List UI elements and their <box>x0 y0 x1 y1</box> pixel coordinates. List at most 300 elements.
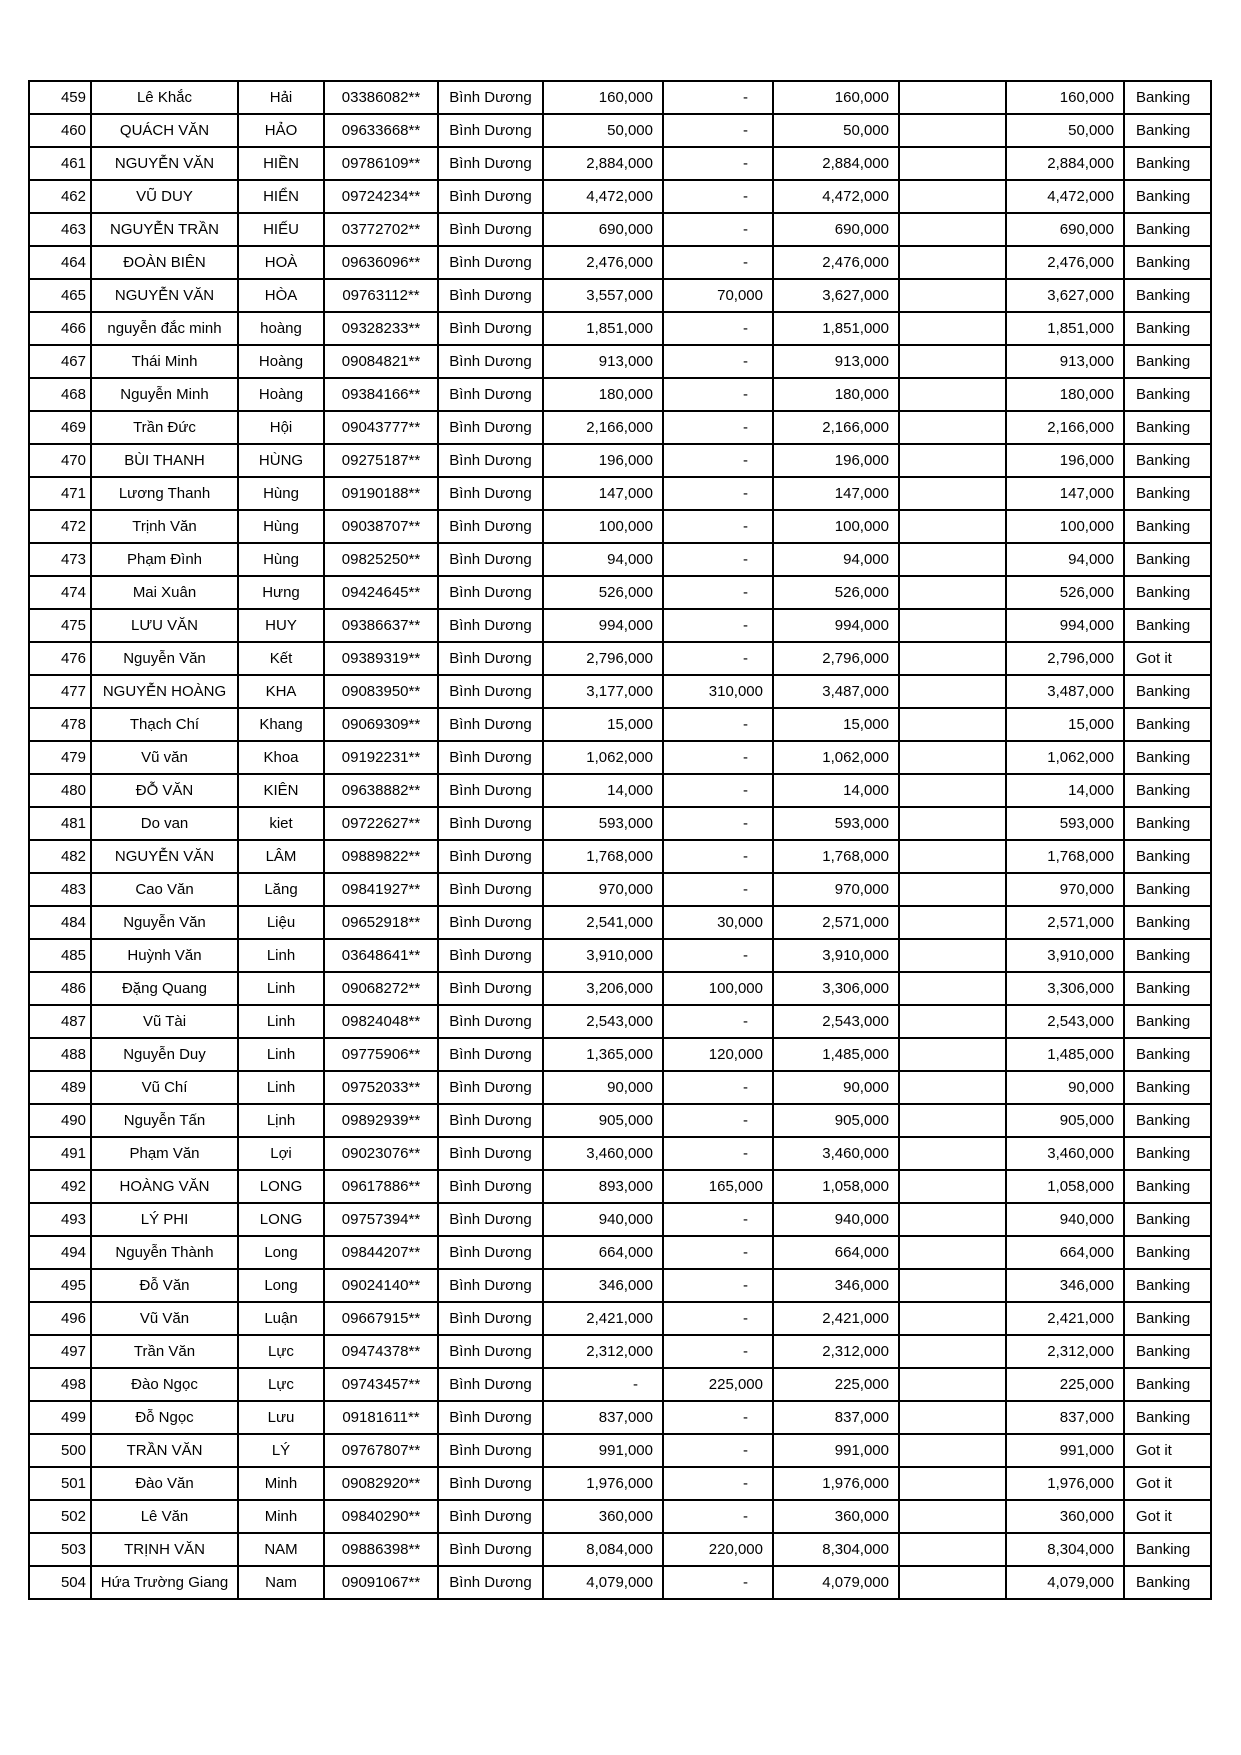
cell-row-number: 495 <box>29 1269 91 1302</box>
cell-amount: 1,062,000 <box>543 741 663 774</box>
cell-payment-status: Banking <box>1124 1533 1211 1566</box>
cell-payment-status: Got it <box>1124 1500 1211 1533</box>
cell-paid-amount: 8,304,000 <box>1006 1533 1124 1566</box>
cell-paid-amount: 346,000 <box>1006 1269 1124 1302</box>
cell-first-middle-name: Phạm Đình <box>91 543 238 576</box>
cell-last-name: Kết <box>238 642 324 675</box>
cell-phone-masked: 09038707** <box>324 510 438 543</box>
cell-last-name: Long <box>238 1269 324 1302</box>
cell-paid-amount: 1,058,000 <box>1006 1170 1124 1203</box>
cell-adjustment-amount: 100,000 <box>663 972 773 1005</box>
cell-payment-status: Banking <box>1124 939 1211 972</box>
cell-row-number: 474 <box>29 576 91 609</box>
cell-last-name: HUY <box>238 609 324 642</box>
cell-adjustment-amount: 70,000 <box>663 279 773 312</box>
cell-last-name: Linh <box>238 972 324 1005</box>
cell-paid-amount: 3,306,000 <box>1006 972 1124 1005</box>
cell-amount: 913,000 <box>543 345 663 378</box>
cell-adjustment-amount: - <box>663 1302 773 1335</box>
cell-total-amount: 1,768,000 <box>773 840 899 873</box>
table-row <box>29 1071 1211 1104</box>
cell-adjustment-amount: - <box>663 1071 773 1104</box>
cell-province: Bình Dương <box>438 114 543 147</box>
cell-phone-masked: 09886398** <box>324 1533 438 1566</box>
cell-phone-masked: 09775906** <box>324 1038 438 1071</box>
cell-adjustment-amount: 310,000 <box>663 675 773 708</box>
cell-payment-status: Banking <box>1124 1269 1211 1302</box>
cell-phone-masked: 09083950** <box>324 675 438 708</box>
cell-payment-status: Banking <box>1124 477 1211 510</box>
cell-payment-status: Banking <box>1124 708 1211 741</box>
cell-payment-status: Banking <box>1124 147 1211 180</box>
table-row <box>29 1269 1211 1302</box>
cell-blank <box>899 576 1006 609</box>
table-row <box>29 939 1211 972</box>
cell-province: Bình Dương <box>438 1005 543 1038</box>
cell-blank <box>899 279 1006 312</box>
cell-phone-masked: 09389319** <box>324 642 438 675</box>
cell-phone-masked: 09889822** <box>324 840 438 873</box>
cell-blank <box>899 807 1006 840</box>
table-row <box>29 1137 1211 1170</box>
cell-first-middle-name: Lê Văn <box>91 1500 238 1533</box>
cell-province: Bình Dương <box>438 378 543 411</box>
cell-phone-masked: 09024140** <box>324 1269 438 1302</box>
cell-total-amount: 3,627,000 <box>773 279 899 312</box>
cell-province: Bình Dương <box>438 1170 543 1203</box>
cell-blank <box>899 906 1006 939</box>
cell-first-middle-name: Vũ Văn <box>91 1302 238 1335</box>
cell-province: Bình Dương <box>438 741 543 774</box>
cell-first-middle-name: Thạch Chí <box>91 708 238 741</box>
cell-last-name: HIỀN <box>238 147 324 180</box>
cell-row-number: 476 <box>29 642 91 675</box>
cell-first-middle-name: Hứa Trường Giang <box>91 1566 238 1599</box>
cell-blank <box>899 1566 1006 1599</box>
cell-total-amount: 593,000 <box>773 807 899 840</box>
cell-paid-amount: 160,000 <box>1006 81 1124 114</box>
cell-province: Bình Dương <box>438 939 543 972</box>
table-row <box>29 1467 1211 1500</box>
cell-total-amount: 1,485,000 <box>773 1038 899 1071</box>
cell-paid-amount: 196,000 <box>1006 444 1124 477</box>
cell-row-number: 467 <box>29 345 91 378</box>
cell-amount: 1,976,000 <box>543 1467 663 1500</box>
cell-payment-status: Got it <box>1124 642 1211 675</box>
cell-adjustment-amount: - <box>663 642 773 675</box>
cell-province: Bình Dương <box>438 1302 543 1335</box>
cell-payment-status: Banking <box>1124 1038 1211 1071</box>
cell-paid-amount: 90,000 <box>1006 1071 1124 1104</box>
cell-paid-amount: 2,884,000 <box>1006 147 1124 180</box>
cell-blank <box>899 774 1006 807</box>
cell-last-name: Lăng <box>238 873 324 906</box>
cell-blank <box>899 213 1006 246</box>
cell-blank <box>899 972 1006 1005</box>
cell-paid-amount: 837,000 <box>1006 1401 1124 1434</box>
cell-phone-masked: 09617886** <box>324 1170 438 1203</box>
cell-adjustment-amount: - <box>663 576 773 609</box>
cell-province: Bình Dương <box>438 180 543 213</box>
cell-province: Bình Dương <box>438 906 543 939</box>
cell-last-name: Hoàng <box>238 378 324 411</box>
cell-total-amount: 3,910,000 <box>773 939 899 972</box>
cell-paid-amount: 1,768,000 <box>1006 840 1124 873</box>
cell-total-amount: 2,476,000 <box>773 246 899 279</box>
cell-total-amount: 837,000 <box>773 1401 899 1434</box>
cell-payment-status: Banking <box>1124 411 1211 444</box>
cell-payment-status: Banking <box>1124 741 1211 774</box>
cell-phone-masked: 09786109** <box>324 147 438 180</box>
cell-phone-masked: 09068272** <box>324 972 438 1005</box>
cell-last-name: HOÀ <box>238 246 324 279</box>
cell-row-number: 471 <box>29 477 91 510</box>
table-row <box>29 906 1211 939</box>
cell-adjustment-amount: - <box>663 1236 773 1269</box>
cell-amount: 526,000 <box>543 576 663 609</box>
table-row <box>29 1203 1211 1236</box>
table-row <box>29 1302 1211 1335</box>
cell-first-middle-name: TRẦN VĂN <box>91 1434 238 1467</box>
cell-province: Bình Dương <box>438 1500 543 1533</box>
cell-row-number: 478 <box>29 708 91 741</box>
table-row <box>29 741 1211 774</box>
cell-last-name: Khoa <box>238 741 324 774</box>
cell-total-amount: 4,472,000 <box>773 180 899 213</box>
cell-adjustment-amount: - <box>663 114 773 147</box>
cell-payment-status: Banking <box>1124 543 1211 576</box>
cell-first-middle-name: Đào Ngọc <box>91 1368 238 1401</box>
table-row <box>29 840 1211 873</box>
table-row <box>29 213 1211 246</box>
cell-total-amount: 180,000 <box>773 378 899 411</box>
cell-paid-amount: 690,000 <box>1006 213 1124 246</box>
cell-province: Bình Dương <box>438 510 543 543</box>
cell-paid-amount: 913,000 <box>1006 345 1124 378</box>
cell-paid-amount: 147,000 <box>1006 477 1124 510</box>
cell-paid-amount: 4,079,000 <box>1006 1566 1124 1599</box>
cell-total-amount: 905,000 <box>773 1104 899 1137</box>
cell-last-name: HIẾU <box>238 213 324 246</box>
cell-phone-masked: 09892939** <box>324 1104 438 1137</box>
cell-province: Bình Dương <box>438 543 543 576</box>
cell-last-name: Linh <box>238 1005 324 1038</box>
cell-first-middle-name: LƯU VĂN <box>91 609 238 642</box>
cell-blank <box>899 741 1006 774</box>
cell-last-name: hoàng <box>238 312 324 345</box>
cell-total-amount: 196,000 <box>773 444 899 477</box>
cell-last-name: Long <box>238 1236 324 1269</box>
table-row <box>29 378 1211 411</box>
cell-amount: 196,000 <box>543 444 663 477</box>
cell-blank <box>899 543 1006 576</box>
cell-amount: 1,365,000 <box>543 1038 663 1071</box>
cell-row-number: 469 <box>29 411 91 444</box>
cell-row-number: 503 <box>29 1533 91 1566</box>
cell-row-number: 489 <box>29 1071 91 1104</box>
cell-first-middle-name: NGUYỄN TRẦN <box>91 213 238 246</box>
cell-first-middle-name: ĐOÀN BIÊN <box>91 246 238 279</box>
table-row <box>29 1335 1211 1368</box>
cell-total-amount: 1,058,000 <box>773 1170 899 1203</box>
cell-adjustment-amount: - <box>663 708 773 741</box>
cell-payment-status: Banking <box>1124 180 1211 213</box>
cell-last-name: LÝ <box>238 1434 324 1467</box>
cell-blank <box>899 1170 1006 1203</box>
cell-total-amount: 360,000 <box>773 1500 899 1533</box>
cell-blank <box>899 246 1006 279</box>
cell-province: Bình Dương <box>438 1566 543 1599</box>
cell-total-amount: 2,796,000 <box>773 642 899 675</box>
cell-amount: 8,084,000 <box>543 1533 663 1566</box>
cell-adjustment-amount: 30,000 <box>663 906 773 939</box>
cell-amount: 940,000 <box>543 1203 663 1236</box>
cell-amount: 991,000 <box>543 1434 663 1467</box>
cell-last-name: Liệu <box>238 906 324 939</box>
cell-province: Bình Dương <box>438 81 543 114</box>
cell-province: Bình Dương <box>438 873 543 906</box>
cell-adjustment-amount: - <box>663 939 773 972</box>
cell-payment-status: Banking <box>1124 114 1211 147</box>
cell-amount: 3,177,000 <box>543 675 663 708</box>
cell-blank <box>899 1467 1006 1500</box>
cell-payment-status: Banking <box>1124 246 1211 279</box>
cell-first-middle-name: LÝ PHI <box>91 1203 238 1236</box>
cell-payment-status: Banking <box>1124 1302 1211 1335</box>
cell-total-amount: 4,079,000 <box>773 1566 899 1599</box>
cell-row-number: 488 <box>29 1038 91 1071</box>
cell-last-name: Lực <box>238 1335 324 1368</box>
cell-row-number: 498 <box>29 1368 91 1401</box>
cell-blank <box>899 1269 1006 1302</box>
cell-paid-amount: 3,487,000 <box>1006 675 1124 708</box>
cell-blank <box>899 1368 1006 1401</box>
cell-row-number: 504 <box>29 1566 91 1599</box>
table-row <box>29 972 1211 1005</box>
cell-adjustment-amount: - <box>663 312 773 345</box>
cell-first-middle-name: Thái Minh <box>91 345 238 378</box>
cell-amount: 690,000 <box>543 213 663 246</box>
table-row <box>29 1368 1211 1401</box>
cell-amount: 3,910,000 <box>543 939 663 972</box>
cell-province: Bình Dương <box>438 807 543 840</box>
cell-first-middle-name: Cao Văn <box>91 873 238 906</box>
cell-last-name: LONG <box>238 1170 324 1203</box>
table-row <box>29 147 1211 180</box>
cell-adjustment-amount: - <box>663 1005 773 1038</box>
table-row <box>29 807 1211 840</box>
cell-adjustment-amount: 120,000 <box>663 1038 773 1071</box>
cell-phone-masked: 09633668** <box>324 114 438 147</box>
cell-paid-amount: 94,000 <box>1006 543 1124 576</box>
spreadsheet-area <box>28 80 1212 1600</box>
cell-payment-status: Banking <box>1124 1005 1211 1038</box>
cell-province: Bình Dương <box>438 1104 543 1137</box>
cell-phone-masked: 09825250** <box>324 543 438 576</box>
cell-amount: 905,000 <box>543 1104 663 1137</box>
cell-paid-amount: 100,000 <box>1006 510 1124 543</box>
cell-last-name: Luận <box>238 1302 324 1335</box>
table-row <box>29 873 1211 906</box>
cell-phone-masked: 09844207** <box>324 1236 438 1269</box>
table-row <box>29 576 1211 609</box>
cell-total-amount: 991,000 <box>773 1434 899 1467</box>
cell-first-middle-name: Mai Xuân <box>91 576 238 609</box>
cell-first-middle-name: TRỊNH VĂN <box>91 1533 238 1566</box>
cell-phone-masked: 09757394** <box>324 1203 438 1236</box>
cell-blank <box>899 1500 1006 1533</box>
cell-phone-masked: 09091067** <box>324 1566 438 1599</box>
cell-row-number: 459 <box>29 81 91 114</box>
cell-first-middle-name: Vũ Tài <box>91 1005 238 1038</box>
cell-blank <box>899 180 1006 213</box>
cell-total-amount: 2,421,000 <box>773 1302 899 1335</box>
cell-phone-masked: 09743457** <box>324 1368 438 1401</box>
cell-paid-amount: 2,476,000 <box>1006 246 1124 279</box>
table-row <box>29 312 1211 345</box>
table-row <box>29 444 1211 477</box>
cell-phone-masked: 03386082** <box>324 81 438 114</box>
cell-amount: 837,000 <box>543 1401 663 1434</box>
cell-blank <box>899 1401 1006 1434</box>
cell-amount: 15,000 <box>543 708 663 741</box>
cell-payment-status: Banking <box>1124 609 1211 642</box>
cell-row-number: 482 <box>29 840 91 873</box>
cell-payment-status: Banking <box>1124 576 1211 609</box>
cell-payment-status: Banking <box>1124 345 1211 378</box>
cell-amount: 2,884,000 <box>543 147 663 180</box>
cell-amount: 593,000 <box>543 807 663 840</box>
table-row <box>29 1038 1211 1071</box>
cell-province: Bình Dương <box>438 972 543 1005</box>
cell-blank <box>899 1434 1006 1467</box>
cell-blank <box>899 510 1006 543</box>
cell-adjustment-amount: - <box>663 510 773 543</box>
table-row <box>29 1005 1211 1038</box>
cell-amount: 90,000 <box>543 1071 663 1104</box>
cell-row-number: 502 <box>29 1500 91 1533</box>
cell-last-name: NAM <box>238 1533 324 1566</box>
cell-blank <box>899 1005 1006 1038</box>
cell-row-number: 472 <box>29 510 91 543</box>
cell-amount: 893,000 <box>543 1170 663 1203</box>
cell-paid-amount: 905,000 <box>1006 1104 1124 1137</box>
cell-province: Bình Dương <box>438 840 543 873</box>
cell-first-middle-name: Nguyễn Thành <box>91 1236 238 1269</box>
cell-blank <box>899 1203 1006 1236</box>
cell-row-number: 473 <box>29 543 91 576</box>
cell-amount: 2,796,000 <box>543 642 663 675</box>
cell-last-name: Hoàng <box>238 345 324 378</box>
cell-first-middle-name: Nguyễn Văn <box>91 642 238 675</box>
cell-first-middle-name: Phạm Văn <box>91 1137 238 1170</box>
table-row <box>29 774 1211 807</box>
cell-row-number: 496 <box>29 1302 91 1335</box>
cell-amount: - <box>543 1368 663 1401</box>
cell-total-amount: 2,571,000 <box>773 906 899 939</box>
cell-last-name: Linh <box>238 939 324 972</box>
cell-last-name: Minh <box>238 1467 324 1500</box>
cell-adjustment-amount: - <box>663 807 773 840</box>
cell-phone-masked: 09192231** <box>324 741 438 774</box>
cell-first-middle-name: Trần Văn <box>91 1335 238 1368</box>
cell-province: Bình Dương <box>438 708 543 741</box>
cell-adjustment-amount: - <box>663 378 773 411</box>
cell-total-amount: 2,312,000 <box>773 1335 899 1368</box>
cell-row-number: 470 <box>29 444 91 477</box>
cell-row-number: 465 <box>29 279 91 312</box>
cell-first-middle-name: Lương Thanh <box>91 477 238 510</box>
cell-payment-status: Banking <box>1124 807 1211 840</box>
cell-blank <box>899 939 1006 972</box>
cell-adjustment-amount: - <box>663 1434 773 1467</box>
cell-total-amount: 346,000 <box>773 1269 899 1302</box>
cell-payment-status: Banking <box>1124 774 1211 807</box>
cell-row-number: 464 <box>29 246 91 279</box>
cell-paid-amount: 2,312,000 <box>1006 1335 1124 1368</box>
cell-blank <box>899 609 1006 642</box>
cell-adjustment-amount: - <box>663 840 773 873</box>
cell-total-amount: 690,000 <box>773 213 899 246</box>
cell-paid-amount: 664,000 <box>1006 1236 1124 1269</box>
table-row <box>29 1566 1211 1599</box>
cell-row-number: 490 <box>29 1104 91 1137</box>
cell-phone-masked: 09084821** <box>324 345 438 378</box>
cell-adjustment-amount: - <box>663 147 773 180</box>
cell-province: Bình Dương <box>438 1434 543 1467</box>
cell-adjustment-amount: - <box>663 1104 773 1137</box>
cell-phone-masked: 09082920** <box>324 1467 438 1500</box>
table-row <box>29 543 1211 576</box>
cell-amount: 160,000 <box>543 81 663 114</box>
cell-first-middle-name: Do van <box>91 807 238 840</box>
cell-paid-amount: 1,976,000 <box>1006 1467 1124 1500</box>
cell-adjustment-amount: - <box>663 1500 773 1533</box>
cell-paid-amount: 4,472,000 <box>1006 180 1124 213</box>
cell-adjustment-amount: - <box>663 741 773 774</box>
cell-last-name: HIỂN <box>238 180 324 213</box>
cell-last-name: KHA <box>238 675 324 708</box>
cell-paid-amount: 3,627,000 <box>1006 279 1124 312</box>
cell-province: Bình Dương <box>438 576 543 609</box>
cell-first-middle-name: nguyễn đắc minh <box>91 312 238 345</box>
cell-last-name: Hải <box>238 81 324 114</box>
cell-amount: 180,000 <box>543 378 663 411</box>
cell-adjustment-amount: - <box>663 1203 773 1236</box>
table-row <box>29 81 1211 114</box>
cell-amount: 3,557,000 <box>543 279 663 312</box>
cell-phone-masked: 09069309** <box>324 708 438 741</box>
cell-blank <box>899 411 1006 444</box>
cell-row-number: 487 <box>29 1005 91 1038</box>
cell-total-amount: 940,000 <box>773 1203 899 1236</box>
table-row <box>29 246 1211 279</box>
cell-province: Bình Dương <box>438 675 543 708</box>
table-row <box>29 1170 1211 1203</box>
cell-adjustment-amount: - <box>663 1269 773 1302</box>
cell-paid-amount: 360,000 <box>1006 1500 1124 1533</box>
cell-first-middle-name: NGUYỄN HOÀNG <box>91 675 238 708</box>
cell-total-amount: 2,166,000 <box>773 411 899 444</box>
payment-table <box>28 80 1212 1600</box>
cell-paid-amount: 2,796,000 <box>1006 642 1124 675</box>
cell-adjustment-amount: - <box>663 609 773 642</box>
cell-blank <box>899 1533 1006 1566</box>
cell-province: Bình Dương <box>438 1137 543 1170</box>
table-body <box>29 81 1211 1599</box>
cell-blank <box>899 444 1006 477</box>
cell-row-number: 491 <box>29 1137 91 1170</box>
